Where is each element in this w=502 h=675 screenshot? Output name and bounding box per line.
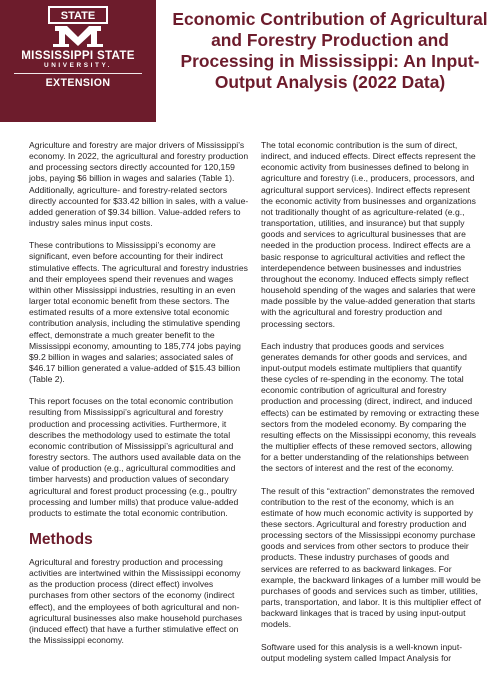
right-column: [261, 140, 482, 675]
msu-extension-logo: [0, 0, 156, 92]
left-paragraph-3: This report focuses on the total economic contribution resulting from Mississippi’s agricultural and forestry production and processing activities. Furthermore, it describes the methodology used to estimate the total economic contribution of Mississippi’s agricultural and forestry sectors. The authors used available data on the value of production (e.g., agricultural commodities and timber harvests) and production values of secondary agricultural and forest product processing (e.g., poultry processing and lumber mills) that produce value-added products to estimate the total economic contribution.: [29, 396, 241, 518]
logo-state-word: STATE: [60, 10, 96, 22]
header-accent-band: [0, 92, 156, 122]
left-paragraph-4: Agricultural and forestry production and processing activities are intertwined within the Mississippi economy as the production process (direct effect) involves purchases from other sectors of the economy (indirect effect), and the employees of both agricultural and non-agricultural businesses also make household purchases (induced effect) that have a further stimulative effect on the Mississippi economy.: [29, 557, 243, 646]
header: [0, 0, 502, 122]
left-paragraph-1: Agriculture and forestry are major drivers of Mississippi’s economy. In 2022, the agricultural and forestry production and processing sectors directly accounted for 120,159 jobs, paying $6 billion in wages and salaries (Table 1). Additionally, agriculture- and forestry-related sectors directly accounted for $33.42 billion in sales, with a value-added generation of $9.34 billion. Value-added refers to industry sales minus input costs.: [29, 140, 249, 229]
msu-m-logo-icon: [47, 4, 109, 48]
right-paragraph-2: Each industry that produces goods and services generates demands for other goods and services, and input-output models estimate multipliers that quantify these cycles of re-spending in the economy. The total economic contribution of agricultural and forestry production and processing (direct, indirect, and induced effects) can be estimated by removing or extracting these sectors from the modeled economy. By comparing the resulting effects on the Mississippi economy, this reveals the multiplier effects of these removed sectors, allowing for a better understanding of the relationships between the sectors of interest and the rest of the economy.: [261, 340, 480, 474]
left-column: [29, 140, 250, 657]
right-paragraph-3: The result of this “extraction” demonstrates the removed contribution to the rest of the economy, which is an estimate of how much economic activity is supported by these sectors. Agricultural and forestry production and processing sectors of the Mississippi economy purchase goods and services from other sectors to produce their products. These industry purchases of goods and services are referred to as backward linkages. For example, the backward linkages of a lumber mill would be purchases of goods and services such as timber, utilities, parts, transportation, and labor. It is this multiplier effect of backward linkages that is traced by using input-output models.: [261, 485, 482, 630]
left-paragraph-2: These contributions to Mississippi’s economy are significant, even before accounting for their indirect stimulative effects. The agricultural and forestry industries and their employees spend their revenues and wages within other Mississippi industries, resulting in an even larger total economic benefit from these sectors. The estimated results of a more extensive total economic contribution analysis, including the stimulative spending effect, demonstrate a much greater benefit to the Mississippi economy, amounting to 185,774 jobs paying $9.2 billion in wages and salaries; associated sales of $46.17 billion generated a value-added of $15.43 billion (Table 2).: [29, 240, 248, 385]
methods-heading: Methods: [29, 531, 93, 548]
logo-divider: [14, 73, 142, 74]
logo-university-word: UNIVERSITY.: [43, 62, 113, 69]
right-paragraph-4: Software used for this analysis is a well-known input-output modeling system called Impact Analysis for: [261, 641, 463, 663]
logo-extension-word: EXTENSION: [45, 77, 111, 89]
right-paragraph-1: The total economic contribution is the sum of direct, indirect, and induced effects. Direct effects represent the economic activity from businesses defined to belong in agriculture and forestry (i.e., producers, processors, and agricultural support services). Indirect effects represent the economic activity from businesses and organizations not traditionally thought of as agriculture-related (e.g., transportation, utilities, and insurance) but that supply goods and services to agricultural businesses that are needed in the production process. Indirect effects are a basic response to agricultural activities and reflect the interdependence between businesses and industries throughout the economy. Induced effects simply reflect household spending of the wages and salaries that were made possible by the value-added generation that starts with the agricultural and forestry production and processing sectors.: [261, 140, 476, 329]
logo-university-name: MISSISSIPPI STATE: [21, 49, 135, 62]
page-title: Economic Contribution of Agricultural and Forestry Production and Processing in Mississippi: An Input-Output Analysis (2022 Data): [172, 9, 488, 92]
